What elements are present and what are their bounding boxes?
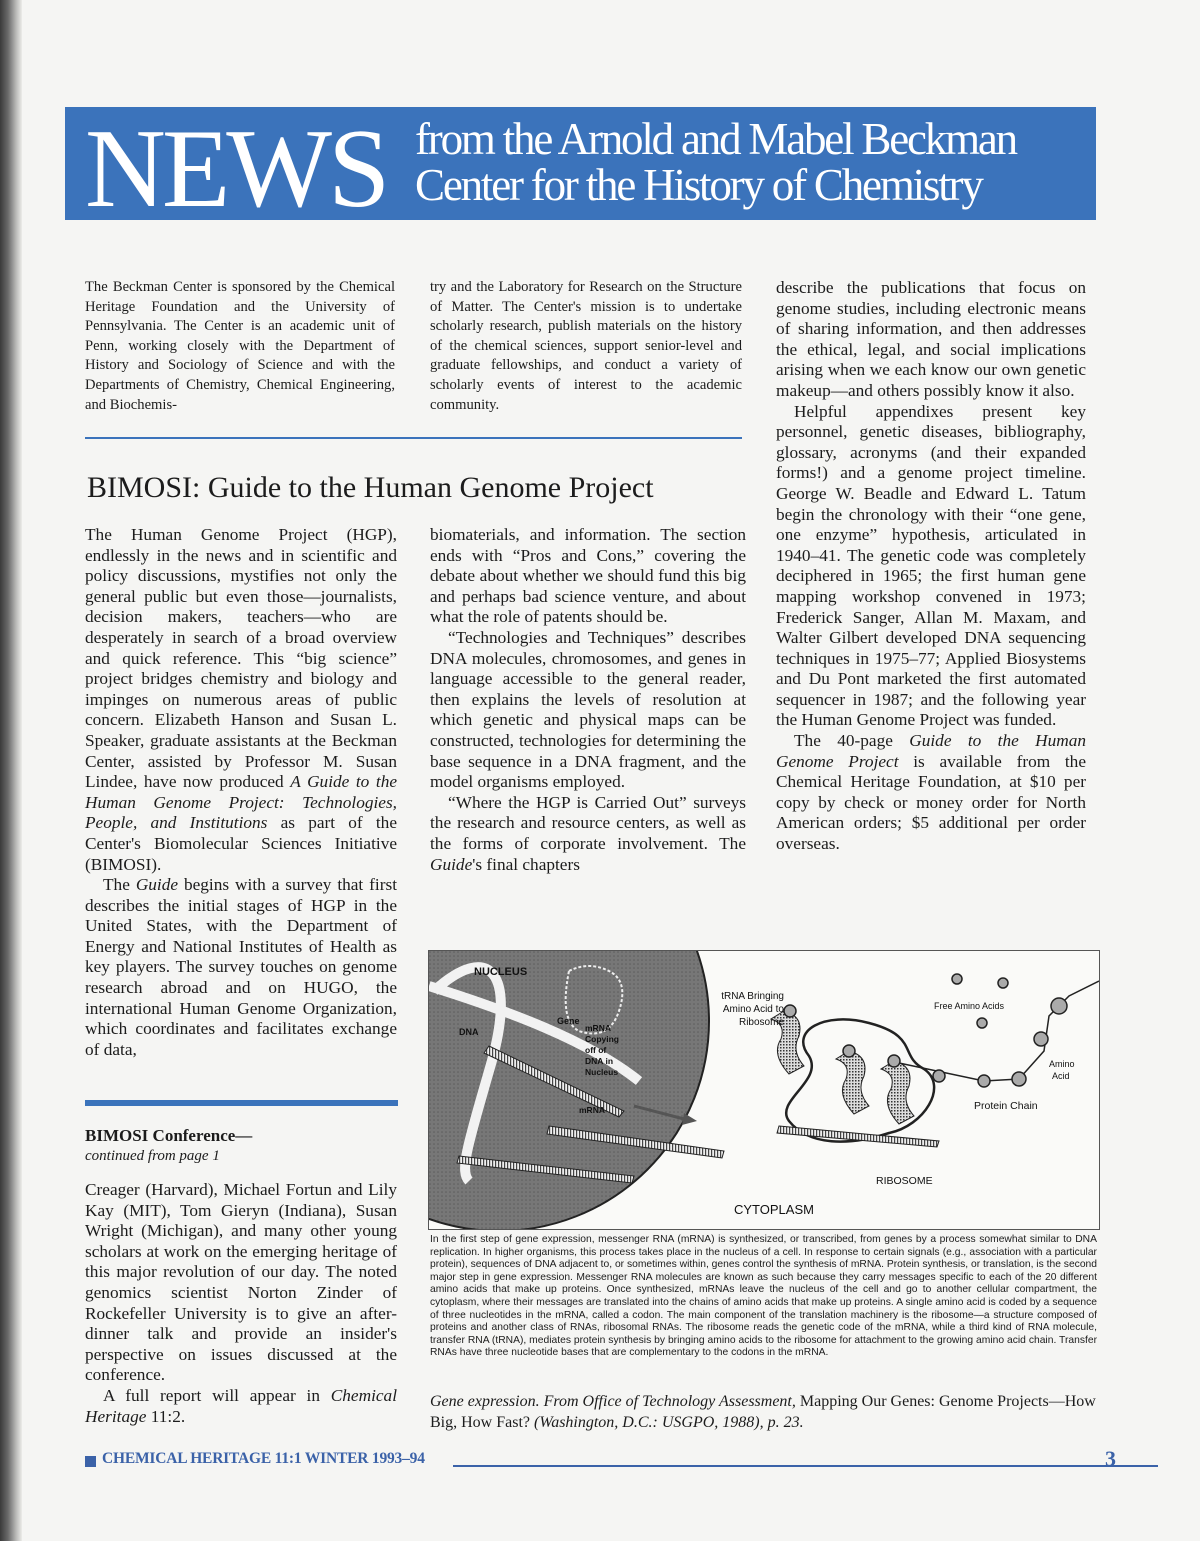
text: The 40-page (794, 731, 910, 751)
masthead-line-1: from the Arnold and Mabel Beckman (415, 114, 1016, 164)
ribosome-mrna (777, 1126, 939, 1147)
label-mrna-copying: DNA in (585, 1056, 614, 1066)
text: begins with a survey that first describes the initial stages of HGP in the United States, with the Department of Energy and National Institutes of Health as key players. The survey touches on genome research abroad and on HUGO, the international Human Genome Organization, which coordinates and facilitates exchange of data, (85, 875, 398, 1059)
conference-heading: BIMOSI Conference— (85, 1126, 253, 1145)
article-paragraph: describe the publications that focus on genome studies, including electronic means of sharing information, and then addresses the ethical, legal, and social implications arising when we each know our own genetic makeup—and others possibly know it also. (776, 278, 1086, 400)
article-column-3 (776, 278, 1086, 855)
section-divider (85, 437, 742, 439)
footer-publication: CHEMICAL HERITAGE 11:1 WINTER 1993–94 (102, 1450, 425, 1467)
conference-column (85, 1126, 397, 1427)
label-ribosome: RIBOSOME (876, 1175, 933, 1187)
label-mrna-copying: mRNA (585, 1023, 611, 1033)
masthead-line-2: Center for the History of Chemistry (415, 160, 982, 210)
page-binding-edge (0, 0, 22, 1541)
label-acid: Acid (1052, 1071, 1070, 1081)
label-free-amino-acids: Free Amino Acids (934, 1001, 1005, 1011)
gene-expression-diagram (429, 951, 1099, 1229)
label-trna: tRNA Bringing (721, 991, 784, 1002)
article-paragraph (85, 525, 397, 875)
label-amino: Amino (1049, 1059, 1075, 1069)
article-paragraph (776, 731, 1086, 855)
label-mrna-copying: Copying (585, 1034, 619, 1044)
label-mrna-copying: Nucleus (585, 1067, 619, 1077)
label-gene: Gene (557, 1016, 580, 1026)
book-title: Guide to the Human Genome Project (776, 731, 1086, 771)
sponsor-text-col1: The Beckman Center is sponsored by the Chemical Heritage Foundation and the University of Pennsylvania. The Center is an academic unit of Penn, working closely with the Department of History and Sociology of Science and with the Departments of Chemistry, Chemical Engineering, and Biochemis- (85, 279, 395, 413)
text: The Human Genome Project (HGP), endlessly in the news and in scientific and policy discussions, mystifies not only the general public but even those—journalists, decision makers, teachers—who are desperately in search of a broad overview and quick reference. This “big science” project bridges chemistry and biology and impinges on numerous areas of public concern. Elizabeth Hanson and Susan L. Speaker, graduate assistants at the Beckman Center, assisted by Professor M. Susan Lindee, have now produced (85, 525, 397, 792)
conference-paragraph: Creager (Harvard), Michael Fortun and Lily Kay (MIT), Tom Gieryn (Indiana), Susan Wright (Michigan), and many other young scholars at work on the emerging heritage of this major revolution of our day. The noted genomics scientist Norton Zinder of Rockefeller University is to give an after-dinner talk and provide an insider's perspective on issues discussed at the conference. (85, 1180, 397, 1385)
trna-shape (881, 1061, 914, 1124)
arrow-head (682, 1113, 697, 1125)
label-protein-chain: Protein Chain (974, 1100, 1038, 1112)
text: is available from the Chemical Heritage Foundation, at $10 per copy by check or money order for North American orders; $5 additional per order overseas. (776, 751, 1086, 854)
text: A full report will appear in (103, 1385, 331, 1405)
label-nucleus: NUCLEUS (474, 966, 528, 978)
gene-expression-figure (428, 950, 1100, 1230)
page-number: 3 (1105, 1446, 1116, 1471)
sponsor-text-col2: try and the Laboratory for Research on the Structure of Matter. The Center's mission is to undertake scholarly research, publish materials on the history of the chemical sciences, support senior-level and graduate fellowships, and conduct a variety of scholarly events of interest to the academic community. (430, 279, 742, 413)
article-paragraph: Helpful appendixes present key personnel, genetic diseases, bibliography, glossary, acronyms (and their expanded forms!) and a genome project timeline. George W. Beadle and Edward L. Tatum begin the chronology with their “one gene, one enzyme” hypothesis, articulated in 1940–41. The genetic code was completely deciphered in 1965; the first human gene mapping workshop convened in 1973; Frederick Sanger, Allan M. Maxam, and Walter Gilbert developed DNA sequencing techniques in 1975–77; Applied Biosystems and Du Pont marketed the first automated sequencer in 1987; and the following year the Human Genome Project was funded. (776, 401, 1086, 730)
text: as part of the Center's Biomolecular Sciences Initiative (BIMOSI). (85, 813, 397, 874)
article-title: BIMOSI: Guide to the Human Genome Project (87, 471, 654, 504)
masthead-banner (65, 107, 1096, 231)
figure-caption: In the first step of gene expression, messenger RNA (mRNA) is synthesized, or transcribed, from genes by a process somewhat similar to DNA replication. In higher organisms, this process takes place in the nucleus of a cell. In response to certain signals (e.g., association with a particular protein), sequences of DNA adjacent to, or sometimes within, genes control the synthesis of mRNA. Protein synthesis, or translation, is the second major step in gene expression. Messenger RNA molecules are known as such because they carry messages specific to each of the 20 different amino acids that make up proteins. Once synthesized, mRNAs leave the nucleus of the cell and go to another cellular compartment, the cytoplasm, where their messages are translated into the chains of amino acids that make up proteins. A single amino acid is coded by a sequence of three nucleotides in the mRNA, called a codon. The main component of the translation machinery is the ribosome—a structure composed of proteins and another class of RNAs, ribosomal RNAs. The ribosome reads the genetic code of the mRNA, while a third kind of RNA molecule, transfer RNA (tRNA), mediates protein synthesis by bringing amino acids to the ribosome for attachment to the growing amino acid chain. Transfer RNAs have three nucleotide bases that are complementary to the codons in the mRNA. (430, 1234, 1097, 1359)
label-mrna-copying: off of (585, 1045, 607, 1055)
text: 11:2. (146, 1406, 186, 1426)
article-paragraph: “Technologies and Techniques” describes DNA molecules, chromosomes, and genes in language accessible to the general reader, then explains the levels of resolution at which genetic and physical maps can be constructed, technologies for determining the base sequence in a DNA fragment, and the model organisms employed. (430, 627, 746, 792)
label-cytoplasm: CYTOPLASM (734, 1202, 814, 1217)
label-trna: Ribosome (738, 1017, 784, 1028)
text: “Where the HGP is Carried Out” surveys the research and resource centers, as well as the forms of corporate involvement. The (430, 792, 746, 853)
book-title: A Guide to the Human Genome Project: Technologies, People, and Institutions (85, 772, 398, 833)
conference-paragraph (85, 1386, 397, 1427)
article-paragraph: biomaterials, and information. The section ends with “Pros and Cons,” covering the debate about whether we should fund this big and perhaps bad science venture, and about what the role of patents should be. (430, 525, 746, 627)
report-title: Mapping Our Genes: Genome Projects—How Big, How Fast? (430, 1393, 1096, 1431)
article-paragraph (85, 875, 397, 1060)
text: Gene expression. From Office of Technology Assessment, (430, 1393, 800, 1410)
continued-note: continued from page 1 (85, 1148, 220, 1164)
label-mrna: mRNA (579, 1105, 605, 1115)
figure-credit (430, 1392, 1100, 1433)
text: 's final chapters (472, 854, 580, 874)
footer-square-icon (85, 1456, 96, 1467)
masthead-news: NEWS (85, 107, 387, 231)
book-title: Guide (430, 854, 473, 874)
label-dna: DNA (459, 1027, 479, 1037)
text: The (103, 875, 136, 895)
trna-shape (836, 1051, 869, 1114)
article-column-2 (430, 525, 746, 875)
book-title: Guide (135, 875, 179, 895)
footer-rule (453, 1465, 1158, 1467)
article-column-1 (85, 525, 397, 1060)
text: (Washington, D.C.: USGPO, 1988), p. 23. (530, 1413, 804, 1431)
article-paragraph (430, 793, 746, 875)
conference-divider (85, 1100, 398, 1106)
page-footer (85, 1446, 1116, 1472)
label-trna: Amino Acid to (722, 1004, 784, 1015)
journal-title: Chemical Heritage (85, 1385, 397, 1426)
